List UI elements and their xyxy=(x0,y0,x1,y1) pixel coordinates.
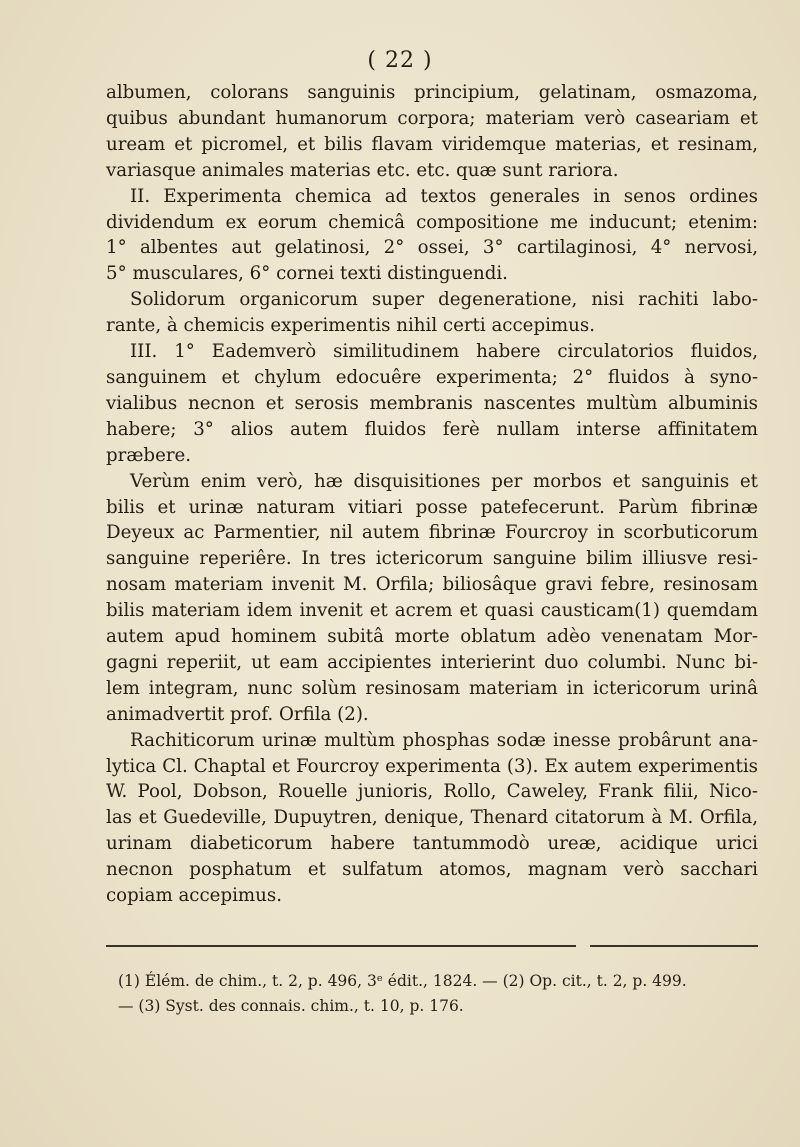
text-line: bilis et urinæ naturam vitiari posse patefecerunt. Parùm fibrinæ xyxy=(106,496,758,518)
text-line: Verùm enim verò, hæ disquisitiones per morbos et sanguinis et xyxy=(130,470,758,492)
footnotes xyxy=(118,969,758,1019)
text-line: vialibus necnon et serosis membranis nascentes multùm albuminis xyxy=(106,392,758,414)
text-line: præbere. xyxy=(106,444,192,466)
text-line: variasque animales materias etc. etc. quæ sunt rariora. xyxy=(106,159,619,181)
text-line: autem apud hominem subitâ morte oblatum adèo venenatam Mor- xyxy=(106,626,758,648)
text-line: sanguinem et chylum edocuêre experimenta; 2° fluidos à syno- xyxy=(106,366,758,388)
text-line: nosam materiam invenit M. Orfila; biliosâque gravi febre, resinosam xyxy=(106,574,758,596)
text-line: II. Experimenta chemica ad textos generales in senos ordines xyxy=(130,185,758,207)
text-line: dividendum ex eorum chemicâ compositione me inducunt; etenim: xyxy=(106,211,758,233)
text-line: uream et picromel, et bilis flavam viridemque materias, et resinam, xyxy=(106,133,758,155)
text-line: sanguine reperiêre. In tres ictericorum sanguine bilim illiusve resi- xyxy=(106,548,758,570)
text-line: gagni reperiit, ut eam accipientes interierint duo columbi. Nunc bi- xyxy=(106,651,758,673)
text-line: necnon posphatum et sulfatum atomos, magnam verò sacchari xyxy=(106,859,758,881)
text-line: quibus abundant humanorum corpora; materiam verò caseariam et xyxy=(106,107,758,129)
text-line: Deyeux ac Parmentier, nil autem fibrinæ Fourcroy in scorbuticorum xyxy=(106,522,758,544)
text-line: lem integram, nunc solùm resinosam materiam in ictericorum urinâ xyxy=(106,677,758,699)
text-line: lytica Cl. Chaptal et Fourcroy experimenta (3). Ex autem experimentis xyxy=(106,755,758,777)
text-line: bilis materiam idem invenit et acrem et quasi causticam(1) quemdam xyxy=(106,600,758,622)
text-line: Rachiticorum urinæ multùm phosphas sodæ inesse probârunt ana- xyxy=(130,729,758,751)
text-line: rante, à chemicis experimentis nihil certi accepimus. xyxy=(106,315,595,337)
footnote-rule-right xyxy=(590,945,758,947)
text-line: Solidorum organicorum super degeneratione, nisi rachiti labo- xyxy=(130,289,758,311)
text-line: 5° musculares, 6° cornei texti distinguendi. xyxy=(106,263,508,285)
text-line: copiam accepimus. xyxy=(106,885,282,907)
text-line: albumen, colorans sanguinis principium, gelatinam, osmazoma, xyxy=(106,82,758,103)
text-line: III. 1° Eademverò similitudinem habere circulatorios fluidos, xyxy=(130,341,758,363)
text-line: W. Pool, Dobson, Rouelle junioris, Rollo, Caweley, Frank filii, Nico- xyxy=(106,781,758,803)
text-line: urinam diabeticorum habere tantummodò ureæ, acidique urici xyxy=(106,833,758,855)
footnote-line: — (3) Syst. des connais. chim., t. 10, p. 176. xyxy=(118,997,464,1015)
text-line: 1° albentes aut gelatinosi, 2° ossei, 3° cartilaginosi, 4° nervosi, xyxy=(106,237,758,259)
page-number: ( 22 ) xyxy=(367,48,433,73)
footnote-line: (1) Élém. de chim., t. 2, p. 496, 3ᵉ édit., 1824. — (2) Op. cit., t. 2, p. 499. xyxy=(118,972,687,990)
text-line: las et Guedeville, Dupuytren, denique, Thenard citatorum à M. Orfila, xyxy=(106,807,758,829)
text-line: habere; 3° alios autem fluidos ferè nullam interse affinitatem xyxy=(106,418,758,440)
footnote-rule-left xyxy=(106,945,576,947)
body-text xyxy=(106,80,758,909)
text-line: animadvertit prof. Orfila (2). xyxy=(106,703,369,725)
